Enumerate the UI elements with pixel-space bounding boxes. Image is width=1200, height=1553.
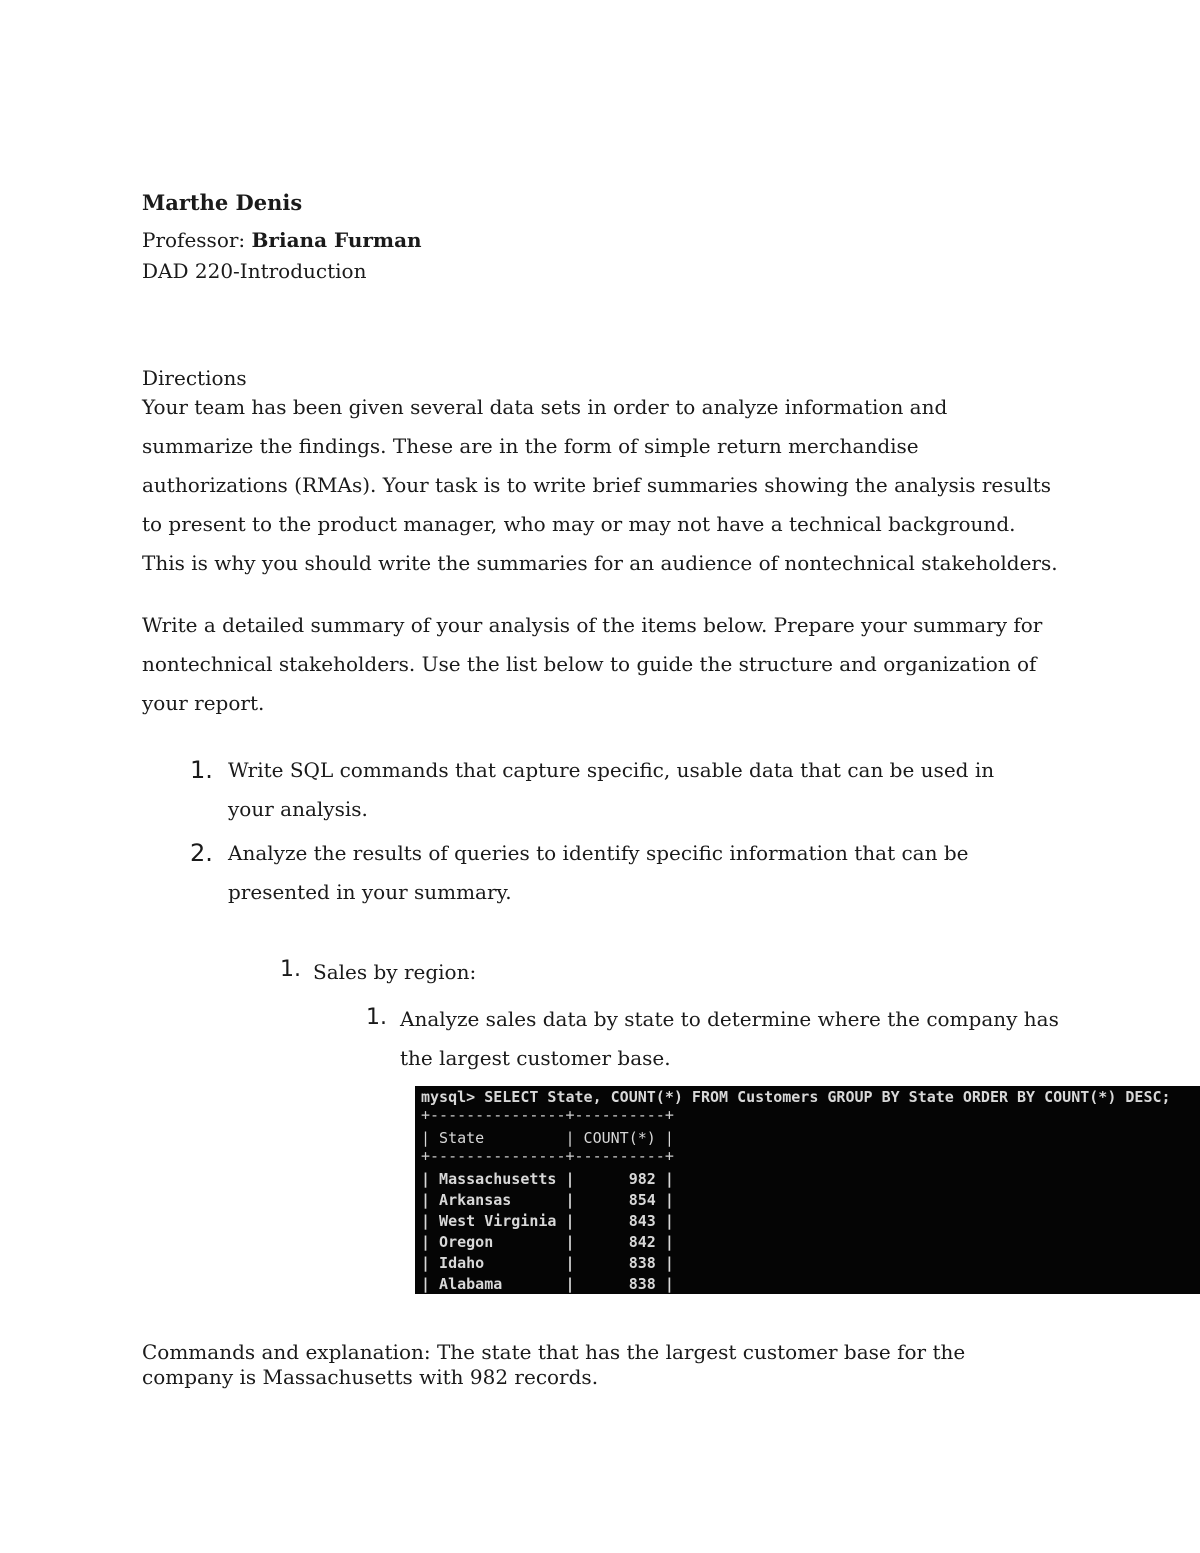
table-row: | Arkansas | 854 | [421,1191,674,1209]
mysql-terminal-screenshot [415,1086,1200,1294]
table-separator: +---------------+----------+ [421,1147,674,1165]
sublist-number-1: 1. [280,957,301,982]
table-header: | State | COUNT(*) | [421,1129,674,1147]
commands-explanation: Commands and explanation: The state that has the largest customer base for the company is Massachusetts with 982 records. [142,1340,966,1389]
table-row: | Oregon | 842 | [421,1233,674,1251]
table-row: | West Virginia | 843 | [421,1212,674,1230]
sublist-item-1: Sales by region: [313,960,477,984]
table-row: | Alabama | 838 | [421,1275,674,1293]
list-item-1: Write SQL commands that capture specific, usable data that can be used in your analysis. [228,758,995,821]
professor-line [142,230,422,250]
list-item-2: Analyze the results of queries to identify specific information that can be presented in your summary. [228,841,969,904]
table-row: | Massachusetts | 982 | [421,1170,674,1188]
author-name: Marthe Denis [142,190,303,215]
list-number-1: 1. [190,756,213,784]
list-number-2: 2. [190,839,213,867]
professor-name: Briana Furman [251,228,422,252]
course-title: DAD 220-Introduction [142,259,367,283]
subsublist-item-1: Analyze sales data by state to determine where the company has the largest customer base. [400,1007,1059,1070]
sql-command: mysql> SELECT State, COUNT(*) FROM Customers GROUP BY State ORDER BY COUNT(*) DESC; [421,1088,1171,1106]
table-row: | Idaho | 838 | [421,1254,674,1272]
directions-paragraph-1: Your team has been given several data sets in order to analyze information and summarize the findings. These are in the form of simple return merchandise authorizations (RMAs). Your task is to write brief summaries showing the analysis results to present to the product manager, who may or may not have a technical background. This is why you should write the summaries for an audience of nontechnical stakeholders. [142,395,1058,575]
directions-paragraph-2: Write a detailed summary of your analysis of the items below. Prepare your summary for nontechnical stakeholders. Use the list below to guide the structure and organization of your report. [142,613,1043,715]
directions-heading: Directions [142,366,247,390]
table-separator: +---------------+----------+ [421,1106,674,1124]
professor-label: Professor: [142,228,252,252]
subsublist-number-1: 1. [366,1005,387,1030]
